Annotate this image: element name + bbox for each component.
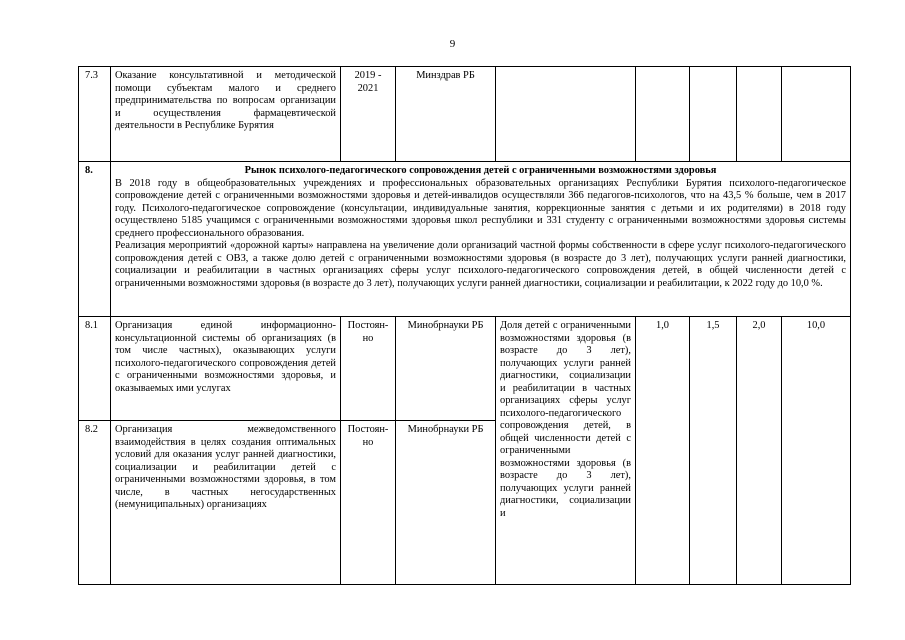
executor-text: Минздрав РБ bbox=[396, 67, 496, 162]
period-text: 2019 - 2021 bbox=[341, 67, 396, 162]
indicator-text: Доля детей с ограниченными возможностями здоровья (в возрасте до 3 лет), получающих услуги ранней диагностики, социализации и реабилитации в частных организациях сферы услуг психолого-педагогического сопровождения детей, в общей численности детей с ограниченными возможностями здоровья (в возрасте до 3 лет), получающих услуги ранней диагностики, социализации и bbox=[496, 317, 636, 585]
value-2021 bbox=[737, 67, 782, 162]
page-number: 9 bbox=[449, 38, 456, 50]
row-number: 7.3 bbox=[79, 67, 111, 162]
section-row-8 bbox=[79, 162, 851, 317]
table-row-7-3 bbox=[79, 67, 851, 162]
value-2020 bbox=[690, 67, 737, 162]
value-2019 bbox=[636, 67, 690, 162]
section-content bbox=[111, 162, 851, 317]
value-2019: 1,0 bbox=[636, 317, 690, 585]
action-text: Оказание консультативной и методической помощи субъектам малого и среднего предпринимательства по вопросам организации и осуществления фармацевтической деятельности в Республике Бурятия bbox=[111, 67, 341, 162]
row-number: 8.1 bbox=[79, 317, 111, 421]
executor-text: Минобрнауки РБ bbox=[396, 421, 496, 585]
action-text: Организация межведомственного взаимодействия в целях создания оптимальных условий для оказания услуг ранней диагностики, социализации и реабилитации детей с ограниченными возможностями здоровья, в том числе, в частных негосударственных (немуниципальных) организациях bbox=[111, 421, 341, 585]
section-paragraph-1: В 2018 году в общеобразовательных учреждениях и профессиональных образовательных организациях Республики Бурятия психолого-педагогическое сопровождение детей с ограниченными возможностями здоровья и детей-инвалидов осуществляли 366 педагогов-психологов, что на 43,5 % больше, чем в 2017 году. Психолого-педагогическое сопровождение (консультации, индивидуальные занятия, коррекционные занятия с детьми и их родителями) в 2018 году осуществлено 5185 учащимся с ограниченными возможностями здоровья школ республики и 331 студенту с ограниченными возможностями здоровья системы среднего профессионального образования. bbox=[115, 177, 846, 239]
action-text: Организация единой информационно-консультационной системы об организациях (в том числе частных), оказывающих услуги психолого-педагогического сопровождения детей с ограниченными возможностями здоровья, и оказываемых ими услугах bbox=[111, 317, 341, 421]
value-2022: 10,0 bbox=[782, 317, 851, 585]
row-number: 8.2 bbox=[79, 421, 111, 585]
indicator-text bbox=[496, 67, 636, 162]
table-row-8-1 bbox=[79, 317, 851, 421]
period-text: Постоян-но bbox=[341, 421, 396, 585]
section-paragraph-2: Реализация мероприятий «дорожной карты» направлена на увеличение доли организаций частной формы собственности в сфере услуг психолого-педагогического сопровождения детей с ОВЗ, а также долю детей с ограниченными возможностями здоровья (в возрасте до 3 лет), получающих услуги ранней диагностики, социализации и реабилитации в частных организациях сферы услуг психолого-педагогического сопровождения детей, в общей численности детей с ограниченными возможностями здоровья (в возрасте до 3 лет), получающих услуги ранней диагностики, социализации и реабилитации, к 2022 году до 10,0 %. bbox=[115, 240, 846, 289]
measures-table bbox=[78, 66, 851, 585]
value-2020: 1,5 bbox=[690, 317, 737, 585]
section-number: 8. bbox=[79, 162, 111, 317]
section-title: Рынок психолого-педагогического сопровождения детей с ограниченными возможностями здоровья bbox=[244, 165, 717, 176]
executor-text: Минобрнауки РБ bbox=[396, 317, 496, 421]
period-text: Постоян-но bbox=[341, 317, 396, 421]
value-2022 bbox=[782, 67, 851, 162]
value-2021: 2,0 bbox=[737, 317, 782, 585]
